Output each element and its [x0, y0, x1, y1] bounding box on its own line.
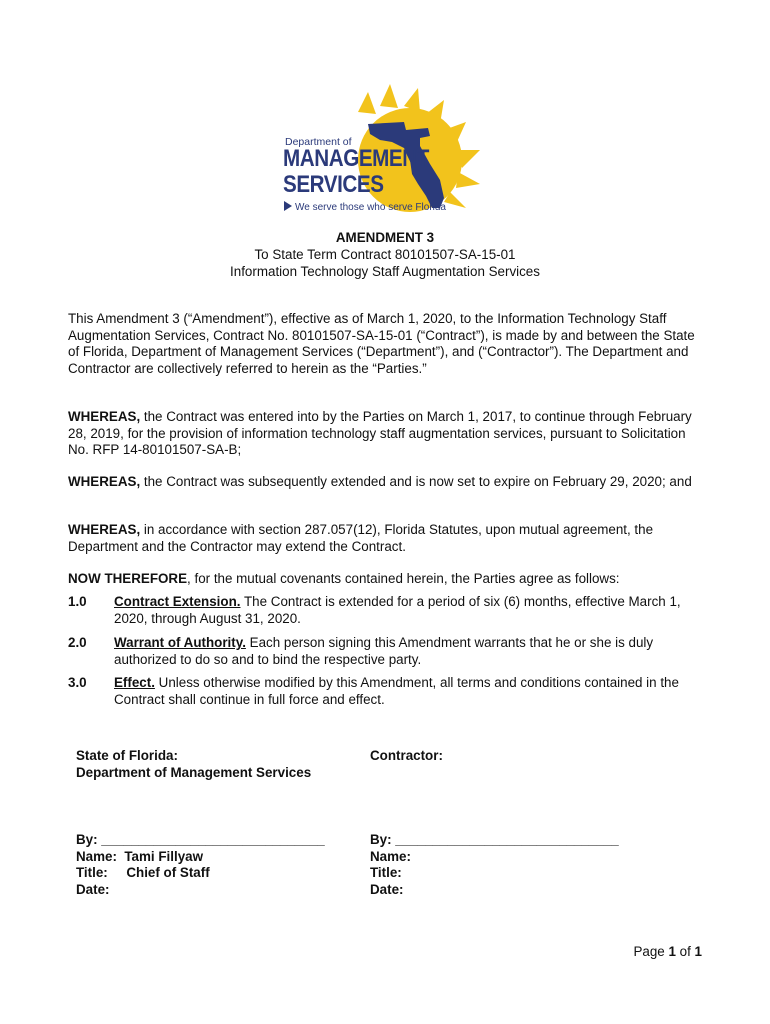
whereas-paragraph-2 [68, 474, 708, 491]
clause-text: The Contract is extended for a period of six (6) months, effective March 1, 2020, through August 31, 2020. [114, 594, 681, 626]
signature-line: By: ______________________________ [370, 832, 619, 847]
whereas-lead: WHEREAS, [68, 522, 141, 537]
play-arrow-icon [284, 201, 292, 211]
signer-title: Title: [370, 865, 402, 881]
logo-services: SERVICES [283, 171, 384, 198]
whereas-text: the Contract was subsequently extended and is now set to expire on February 29, 2020; and [140, 474, 692, 489]
dms-logo [280, 84, 490, 216]
page-prefix: Page [633, 944, 669, 959]
page-number [633, 944, 702, 959]
clause-number: 2.0 [68, 635, 87, 650]
party-department: Department of Management Services [76, 765, 312, 780]
logo-tagline [284, 201, 446, 213]
page-current: 1 [668, 944, 676, 959]
clause-title: Effect. [114, 675, 155, 690]
whereas-paragraph-3 [68, 522, 708, 555]
amendment-title: AMENDMENT 3 [335, 230, 435, 245]
party-contractor: Contractor: [370, 748, 443, 763]
whereas-lead: WHEREAS, [68, 409, 141, 424]
signer-title: Title: Chief of Staff [76, 865, 210, 881]
now-therefore-paragraph [68, 571, 708, 588]
page-total: 1 [694, 944, 702, 959]
whereas-paragraph-1 [68, 409, 708, 459]
tagline-text: We serve those who serve Florida [295, 202, 446, 213]
contract-number: To State Term Contract 80101507-SA-15-01 [254, 247, 516, 262]
signature-block-department [76, 832, 325, 898]
clause-title: Warrant of Authority. [114, 635, 246, 650]
service-name: Information Technology Staff Augmentation Services [230, 264, 540, 279]
now-therefore-lead: NOW THEREFORE [68, 571, 188, 586]
signature-block-contractor [370, 832, 619, 898]
party-state: State of Florida: [76, 748, 178, 763]
clause-number: 1.0 [68, 594, 87, 609]
whereas-text: the Contract was entered into by the Parties on March 1, 2017, to continue through February 28, 2019, for the provision of information technology staff augmentation services, pursuant to Solicitation No. RFP 14-80101507-SA-B; [68, 409, 692, 458]
clause-number: 3.0 [68, 675, 87, 690]
clause-body [114, 675, 704, 708]
whereas-lead: WHEREAS, [68, 474, 141, 489]
intro-paragraph: This Amendment 3 (“Amendment”), effective as of March 1, 2020, to the Information Technology Staff Augmentation Services, Contract No. 80101507-SA-15-01 (“Contract”), is made by and between the State of Florida, Department of Management Services (“Department”), and (“Contractor”). The Department and Contractor are collectively referred to herein as the “Parties.” [68, 311, 695, 376]
signer-date: Date: [370, 881, 404, 897]
clause-title: Contract Extension. [114, 594, 241, 609]
signature-line: By: ______________________________ [76, 832, 325, 847]
clause-body [114, 594, 704, 627]
clause-body [114, 635, 704, 668]
signer-name: Name: [370, 848, 411, 864]
signer-name: Name: Tami Fillyaw [76, 848, 204, 864]
page-of: of [675, 944, 695, 959]
clause-text: Unless otherwise modified by this Amendment, all terms and conditions contained in the Contract shall continue in full force and effect. [114, 675, 679, 707]
signer-date: Date: [76, 881, 110, 897]
clause-text: Each person signing this Amendment warrants that he or she is duly authorized to do so and to bind the respective party. [114, 635, 654, 667]
now-therefore-text: , for the mutual covenants contained herein, the Parties agree as follows: [187, 571, 620, 586]
logo-department-of: Department of [285, 136, 352, 148]
whereas-text: in accordance with section 287.057(12), Florida Statutes, upon mutual agreement, the Department and the Contractor may extend the Contract. [68, 522, 654, 554]
logo-management: MANAGEMENT [283, 145, 429, 172]
